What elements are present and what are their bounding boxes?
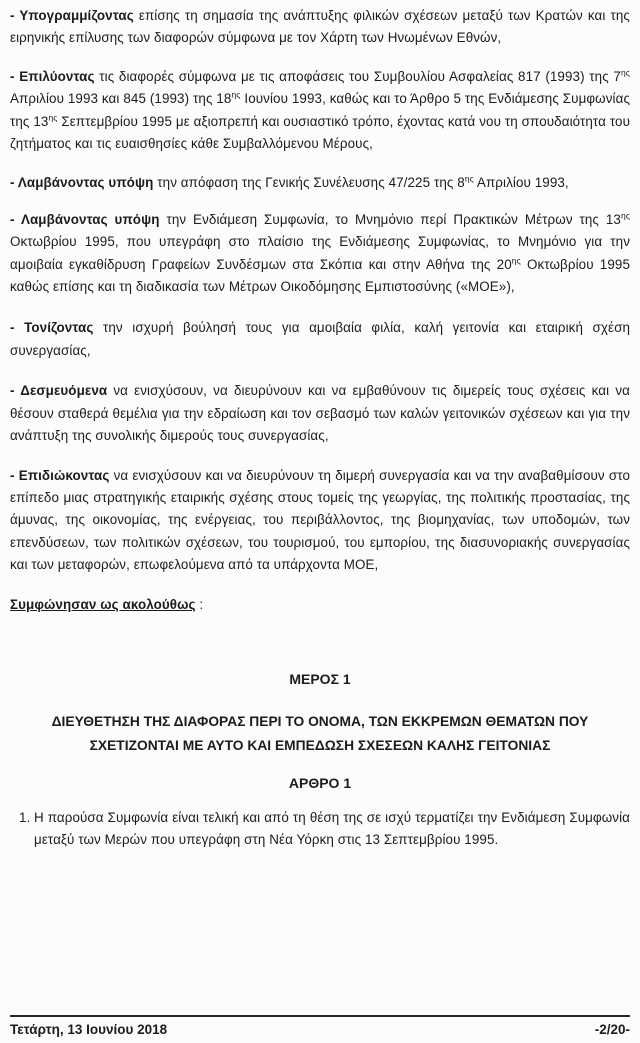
superscript: ης [620, 210, 630, 221]
paragraph-text: να ενισχύσουν, να διευρύνουν και να εμβαθύνουν τις διμερείς τους σχέσεις και να θέσουν σταθερά θεμέλια για την εδραίωση και τον σεβασμό των καλών γειτονικών σχέσεων και για την ανάπτυξη της συνολικής διμερούς τους συνεργασίας, [10, 383, 630, 444]
paragraph-text: τις διαφορές σύμφωνα με τις αποφάσεις του Συμβουλίου Ασφαλείας 817 (1993) της 7 [94, 68, 621, 84]
paragraph-lead: - Δεσμευόμενα [10, 383, 108, 399]
list-item-number: 1. [19, 809, 31, 825]
page-footer [10, 1015, 630, 1040]
paragraph-text: Σεπτεμβρίου 1995 με αξιοπρεπή και ουσιαστικό τρόπο, έχοντας κατά νου τη σπουδαιότητα του ζητήματος και τις ευαισθησίες κάθε Συμβαλλόμενου Μέρους, [10, 113, 631, 152]
paragraph-text: επίσης τη σημασία της ανάπτυξης φιλικών σχέσεων μεταξύ των Κρατών και της ειρηνικής επίλυσης των διαφορών σύμφωνα με τον Χάρτη των Ηνωμένων Εθνών, [10, 8, 630, 46]
paragraph-resolving [10, 66, 630, 156]
superscript: ης [48, 112, 58, 123]
paragraph-text: Απριλίου 1993, [473, 175, 569, 191]
superscript: ης [620, 67, 631, 78]
list-item-text: Η παρούσα Συμφωνία είναι τελική και από τη θέση της σε ισχύ τερματίζει την Ενδιάμεση Συμφωνία μεταξύ των Μερών που υπεγράφη στη Νέα Υόρκη στις 13 Σεπτεμβρίου 1995. [34, 809, 630, 848]
paragraph-underlining [10, 5, 630, 50]
paragraph-lead: - Επιδιώκοντας [10, 467, 110, 483]
paragraph-taking-into-account-interim-accord [10, 209, 630, 299]
paragraph-lead: - Λαμβάνοντας υπόψη [10, 175, 154, 191]
paragraph-seeking [10, 465, 630, 577]
paragraph-text: την απόφαση της Γενικής Συνέλευσης 47/225 της 8 [153, 175, 465, 191]
paragraph-text: Ιουνίου 1993, καθώς και το Άρθρο 5 της Ενδιάμεσης Συμφωνίας της 13 [10, 91, 630, 129]
paragraph-lead: - Υπογραμμίζοντας [10, 8, 134, 23]
paragraph-text: να ενισχύσουν και να διευρύνουν τη διμερή συνεργασία και να την αναβαθμίσουν στο επίπεδο μιας στρατηγικής εταιρικής σχέσης στους τομείς της γεωργίας, της πολιτικής προστασίας, της άμυνας, της οικονομίας, της ενέργειας, του περιβάλλοντος, της βιομηχανίας, των υποδομών, των επενδύσεων, των πολιτικών σχέσεων, του τουρισμού, του εμπορίου, της διασυνοριακής συνεργασίας και των μεταφορών, επωφελούμενα από τα υπάρχοντα ΜΟΕ, [10, 467, 630, 573]
superscript: ης [231, 89, 241, 100]
paragraph-text: την ισχυρή βούλησή τους για αμοιβαία φιλία, καλή γειτονία και εταιρική σχέση συνεργασίας, [10, 320, 631, 358]
paragraph-taking-into-account-resolution [10, 172, 630, 194]
paragraph-lead: - Λαμβάνοντας υπόψη [10, 211, 160, 227]
paragraph-text: Οκτωβρίου 1995 καθώς επίσης και τη διαδικασία των Μέτρων Οικοδόμησης Εμπιστοσύνης («ΜΟΕ»), [10, 256, 630, 295]
article-heading: ΑΡΘΡΟ 1 [288, 774, 352, 791]
paragraph-committed [10, 380, 630, 447]
agreed-as-follows-line [10, 594, 630, 616]
footer-page-number: -2/20- [594, 1022, 630, 1037]
superscript: ης [464, 173, 474, 184]
paragraph-text: Οκτωβρίου 1995, που υπεγράφη στο πλαίσιο της Ενδιάμεσης Συμφωνίας, το Μνημόνιο για την αμοιβαία εγκαθίδρυση Γραφείων Συνδέσμων στα Σκόπια και στην Αθήνα της 20 [10, 234, 630, 272]
section-heading: ΔΙΕΥΘΕΤΗΣΗ ΤΗΣ ΔΙΑΦΟΡΑΣ ΠΕΡΙ ΤΟ ΟΝΟΜΑ, ΤΩΝ ΕΚΚΡΕΜΩΝ ΘΕΜΑΤΩΝ ΠΟΥ ΣΧΕΤΙΖΟΝΤΑΙ ΜΕ ΑΥΤΟ ΚΑΙ ΕΜΠΕΔΩΣΗ ΣΧΕΣΕΩΝ ΚΑΛΗΣ ΓΕΙΤΟΝΙΑΣ [51, 713, 589, 754]
paragraph-text: την Ενδιάμεση Συμφωνία, το Μνημόνιο περί Πρακτικών Μέτρων της 13 [159, 211, 621, 227]
paragraph-text: : [195, 596, 204, 612]
paragraph-emphasizing [10, 317, 630, 362]
footer-date: Τετάρτη, 13 Ιουνίου 2018 [10, 1022, 168, 1037]
paragraph-lead: Συμφώνησαν ως ακολούθως [10, 596, 196, 612]
paragraph-lead: - Τονίζοντας [10, 320, 94, 336]
part-heading: ΜΕΡΟΣ 1 [289, 670, 351, 687]
list-item [10, 807, 630, 852]
superscript: ης [511, 255, 521, 266]
paragraph-lead: - Επιλύοντας [10, 68, 95, 84]
paragraph-text: Απριλίου 1993 και 845 (1993) της 18 [10, 91, 232, 107]
